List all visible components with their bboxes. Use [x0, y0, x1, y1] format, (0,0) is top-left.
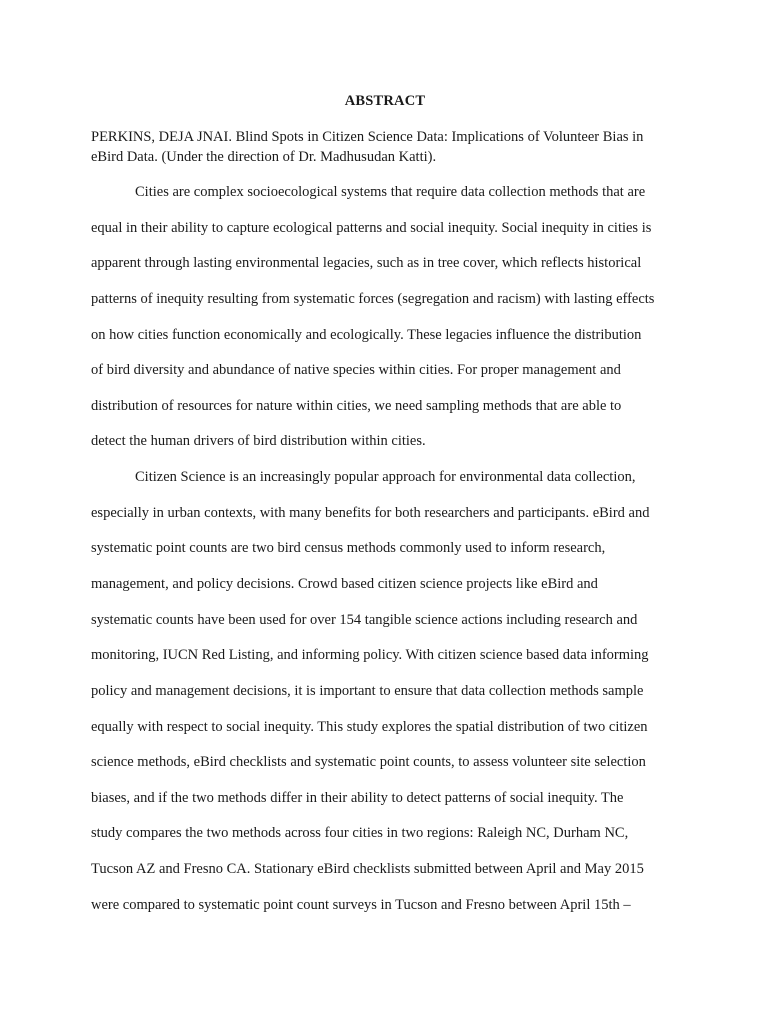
- body-line: management, and policy decisions. Crowd based citizen science projects like eBird and: [91, 576, 598, 592]
- body-line: monitoring, IUCN Red Listing, and informing policy. With citizen science based data informing: [91, 647, 649, 663]
- body-line: science methods, eBird checklists and systematic point counts, to assess volunteer site selection: [91, 754, 646, 770]
- body-line: especially in urban contexts, with many benefits for both researchers and participants. eBird and: [91, 505, 650, 521]
- body-line: distribution of resources for nature within cities, we need sampling methods that are able to: [91, 398, 622, 414]
- citation-line-2: eBird Data. (Under the direction of Dr. Madhusudan Katti).: [91, 149, 437, 165]
- body-line: detect the human drivers of bird distribution within cities.: [91, 433, 426, 449]
- body-line: on how cities function economically and ecologically. These legacies influence the distribution: [91, 327, 642, 343]
- body-line: Tucson AZ and Fresno CA. Stationary eBird checklists submitted between April and May 2015: [91, 861, 644, 877]
- body-line: systematic counts have been used for over 154 tangible science actions including research and: [91, 612, 638, 628]
- body-line: patterns of inequity resulting from systematic forces (segregation and racism) with lasting effects: [91, 291, 655, 307]
- body-line: systematic point counts are two bird census methods commonly used to inform research,: [91, 540, 606, 556]
- body-line: of bird diversity and abundance of native species within cities. For proper management and: [91, 362, 621, 378]
- body-line: equal in their ability to capture ecological patterns and social inequity. Social inequity in cities is: [91, 220, 652, 236]
- citation-line-1: PERKINS, DEJA JNAI. Blind Spots in Citizen Science Data: Implications of Volunteer Bias in: [91, 129, 644, 145]
- body-line: study compares the two methods across four cities in two regions: Raleigh NC, Durham NC,: [91, 825, 629, 841]
- body-line: were compared to systematic point count surveys in Tucson and Fresno between April 15th –: [91, 897, 631, 913]
- body-line: policy and management decisions, it is important to ensure that data collection methods sample: [91, 683, 644, 699]
- body-line: Cities are complex socioecological systems that require data collection methods that are: [135, 184, 646, 200]
- abstract-heading: ABSTRACT: [344, 93, 426, 109]
- body-line: equally with respect to social inequity. This study explores the spatial distribution of two citizen: [91, 719, 648, 735]
- body-line: Citizen Science is an increasingly popular approach for environmental data collection,: [135, 469, 636, 485]
- body-line: apparent through lasting environmental legacies, such as in tree cover, which reflects historical: [91, 255, 642, 271]
- citation: [91, 127, 691, 167]
- body-line: biases, and if the two methods differ in their ability to detect patterns of social inequity. The: [91, 790, 624, 806]
